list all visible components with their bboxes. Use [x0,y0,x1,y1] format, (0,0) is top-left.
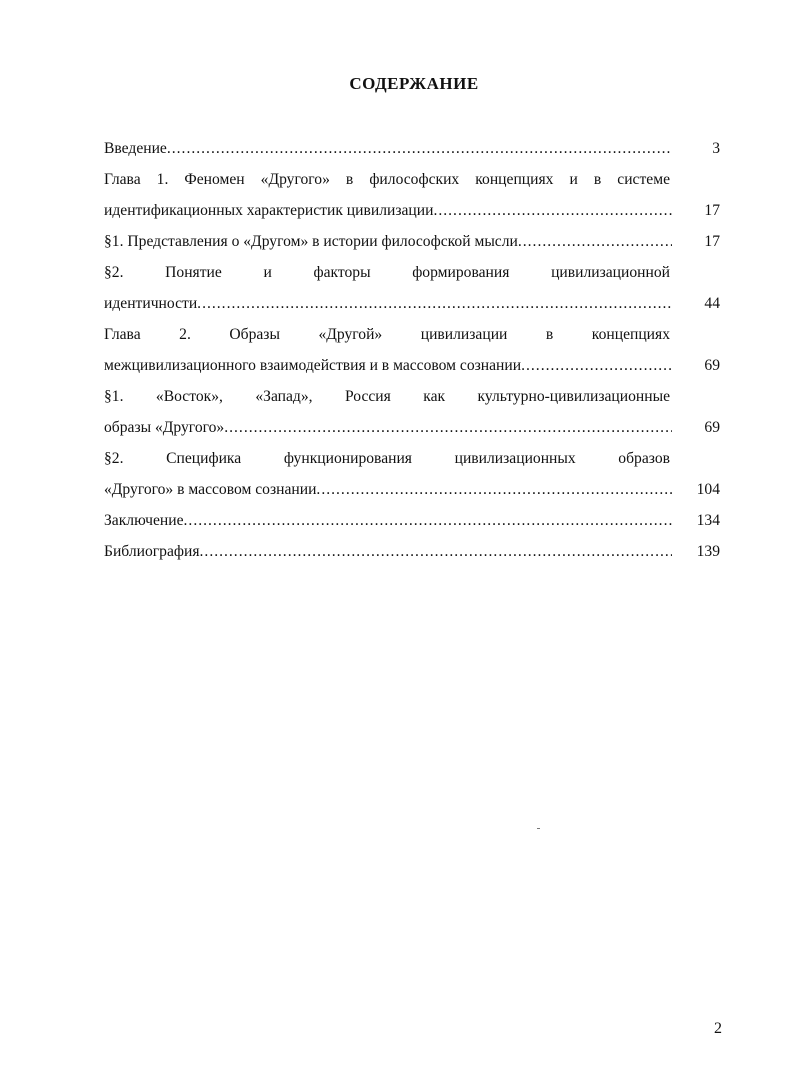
toc-entry-conclusion[interactable] [104,505,720,536]
toc-entry-chapter-1-section-2-line-1[interactable]: §2. Понятие и факторы формирования цивилизационной [104,264,670,281]
toc-page-number: 3 [712,140,720,157]
toc-entry-title: «Другого» в массовом сознании [104,481,317,498]
page-number: 2 [714,1020,722,1037]
toc-entry-chapter-2-section-2[interactable] [104,474,720,505]
toc-leader-dots [224,412,672,443]
toc-entry-chapter-1-section-2[interactable] [104,288,720,319]
toc-entry-title: идентичности [104,295,198,312]
toc-entry-chapter-2-section-1[interactable] [104,412,720,443]
toc-page-number: 69 [704,357,720,374]
toc-page-number: 104 [696,481,720,498]
toc-entry-title: Библиография [104,543,200,560]
toc-entry-title: Заключение [104,512,184,529]
toc-entry-title: Введение [104,140,167,157]
toc-leader-dots [200,536,672,567]
toc-entry-introduction[interactable] [104,133,720,164]
toc-page-number: 17 [704,202,720,219]
toc-leader-dots [433,195,672,226]
toc-entry-chapter-1-line-1[interactable]: Глава 1. Феномен «Другого» в философских концепциях и в системе [104,171,670,188]
toc-entry-chapter-2-section-1-line-1[interactable]: §1. «Восток», «Запад», Россия как культурно-цивилизационные [104,388,670,405]
toc-leader-dots [167,133,672,164]
toc-entry-chapter-2[interactable] [104,350,720,381]
toc-page-number: 139 [696,543,720,560]
toc-entry-chapter-1-section-1[interactable] [104,226,720,257]
toc-entry-bibliography[interactable] [104,536,720,567]
toc-page-number: 69 [704,419,720,436]
toc-entry-chapter-1[interactable] [104,195,720,226]
toc-entry-title: образы «Другого» [104,419,225,436]
table-of-contents [104,133,720,567]
toc-leader-dots [316,474,672,505]
toc-page-number: 17 [704,233,720,250]
toc-entry-chapter-2-line-1[interactable]: Глава 2. Образы «Другой» цивилизации в концепциях [104,326,670,343]
toc-entry-title: §1. Представления о «Другом» в истории философской мысли [104,233,518,250]
toc-entry-chapter-2-section-2-line-1[interactable]: §2. Специфика функционирования цивилизационных образов [104,450,670,467]
toc-leader-dots [521,350,672,381]
toc-entry-title: межцивилизационного взаимодействия и в массовом сознании [104,357,522,374]
toc-entry-title: идентификационных характеристик цивилизации [104,202,434,219]
page-title: СОДЕРЖАНИЕ [349,74,479,93]
toc-page-number: 134 [696,512,720,529]
toc-page-number: 44 [704,295,720,312]
scan-speck [537,828,540,829]
toc-leader-dots [184,505,672,536]
toc-leader-dots [197,288,672,319]
toc-leader-dots [518,226,672,257]
